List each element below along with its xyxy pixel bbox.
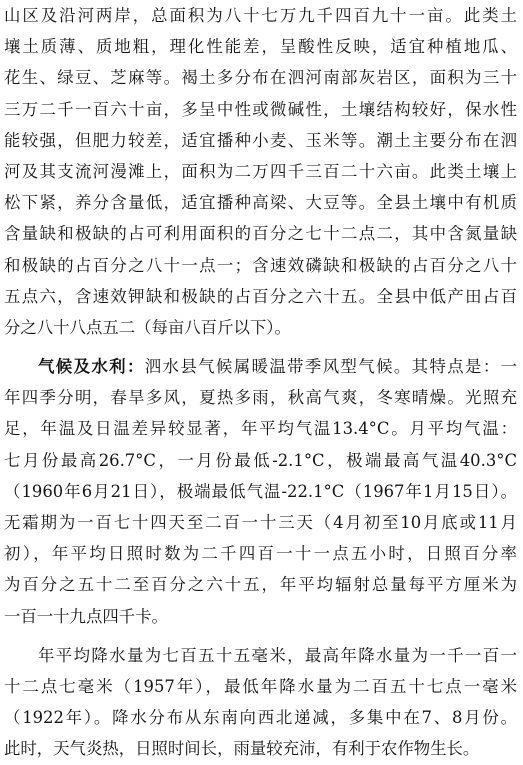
- text-line: （1960年6月21日），极端最低气温-22.1°C（1967年1月15日）。: [4, 481, 517, 501]
- text-line: [4, 351, 517, 382]
- text-line: 年四季分明，春旱多风，夏热多雨，秋高气爽，冬寒晴燥。光照充: [4, 388, 517, 408]
- text-line: 一百一十九点四千卡。: [4, 606, 168, 626]
- text-line: 河及其支流河漫滩上，面积为二万四千三百二十六亩。此类土壤上: [4, 161, 517, 181]
- text-line: 此时，天气炎热，日照时间长，雨量较充沛，有利于农作物生长。: [4, 739, 480, 759]
- text-line: 松下紧，养分含量低，适宜播种高梁、大豆等。全县土壤中有机质: [4, 193, 517, 213]
- text-line: 花生、绿豆、芝麻等。褐土多分布在泗河南部灰岩区，面积为三十: [4, 68, 517, 88]
- paragraph-climate: [4, 351, 517, 632]
- section-heading: 气候及水利：: [38, 357, 145, 377]
- text-line: 年平均降水量为七百五十五毫米，最高年降水量为一千一百一: [38, 645, 517, 665]
- text-line: 壤土质薄、质地粗，理化性能差，呈酸性反映，适宜种植地瓜、: [4, 37, 517, 57]
- paragraph-gap: [4, 632, 517, 640]
- text-line: 十二点七毫米（1957年），最低年降水量为二百五十七点一毫米: [4, 676, 517, 696]
- text-line: 无霜期为一百七十四天至二百一十三天（4月初至10月底或11月: [4, 513, 517, 532]
- text-line: 分之八十八点五二（每亩八百斤以下）。: [4, 317, 291, 337]
- text-line-content: 泗水县气候属暖温带季风型气候。其特点是：一: [144, 357, 517, 377]
- text-line: 七月份最高26.7°C，一月份最低-2.1°C，极端最高气温40.3°C: [4, 450, 517, 470]
- text-line: 山区及沿河两岸，总面积为八十七万九千四百九十一亩。此类土: [4, 6, 517, 25]
- text-line: 五点六，含速效钾缺和极缺的占百分之六十五。全县中低产田占百: [4, 286, 517, 306]
- text-line: （1922年）。降水分布从东南向西北递减，多集中在7、8月份。: [4, 708, 517, 728]
- text-line: 为百分之五十二至百分之六十五，年平均辐射总量每平方厘米为: [4, 575, 517, 595]
- text-line: 含量缺和极缺的占可利用面积的百分之七十二点二，其中含氮量缺: [4, 224, 517, 244]
- paragraph-soil: [4, 0, 517, 343]
- text-line: 和极缺的占百分之八十一点一；含速效磷缺和极缺的占百分之八十: [4, 255, 517, 275]
- paragraph-gap: [4, 343, 517, 351]
- text-line: 足，年温及日温差异较显著，年平均气温13.4°C。月平均气温：: [4, 419, 517, 439]
- text-line: 初），年平均日照时数为二千四百一十一点五小时，日照百分率: [4, 544, 517, 564]
- text-line: 三万二千一百六十亩，多呈中性或微碱性，土壤结构较好，保水性: [4, 99, 517, 119]
- paragraph-precipitation: [4, 640, 517, 765]
- text-line: 能较强，但肥力较差，适宜播种小麦、玉米等。潮土主要分布在泗: [4, 130, 517, 150]
